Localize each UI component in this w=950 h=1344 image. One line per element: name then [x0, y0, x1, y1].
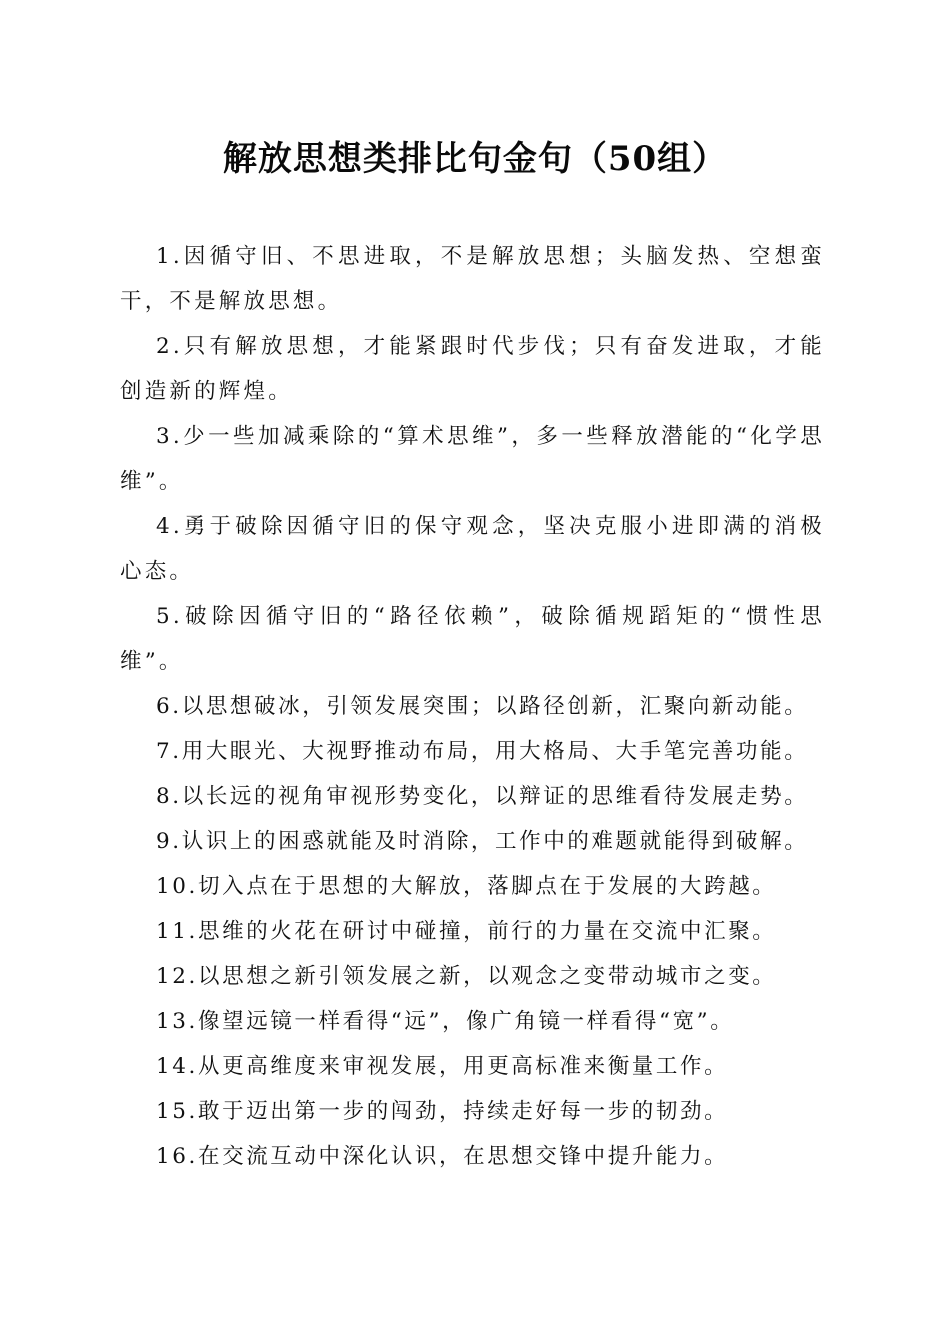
- list-item: 6.以思想破冰，引领发展突围；以路径创新，汇聚向新动能。: [156, 694, 809, 719]
- list-item: 16.在交流互动中深化认识，在思想交锋中提升能力。: [156, 1144, 729, 1169]
- list-item: 7.用大眼光、大视野推动布局，用大格局、大手笔完善功能。: [156, 739, 809, 764]
- list-item: 1.因循守旧、不思进取，不是解放思想；头脑发热、空想蛮干，不是解放思想。: [120, 244, 825, 314]
- list-item: 3.少一些加减乘除的“算术思维”，多一些释放潜能的“化学思维”。: [120, 424, 825, 494]
- list-item: 11.思维的火花在研讨中碰撞，前行的力量在交流中汇聚。: [156, 919, 777, 944]
- list-item: 2.只有解放思想，才能紧跟时代步伐；只有奋发进取，才能创造新的辉煌。: [120, 334, 825, 404]
- list-item: 14.从更高维度来审视发展，用更高标准来衡量工作。: [156, 1054, 729, 1079]
- list-item: 9.认识上的困惑就能及时消除，工作中的难题就能得到破解。: [156, 829, 809, 854]
- list-item: 10.切入点在于思想的大解放，落脚点在于发展的大跨越。: [156, 874, 777, 899]
- document-body: [120, 234, 825, 1179]
- list-item: 4.勇于破除因循守旧的保守观念，坚决克服小进即满的消极心态。: [120, 514, 825, 584]
- list-item: 15.敢于迈出第一步的闯劲，持续走好每一步的韧劲。: [156, 1099, 729, 1124]
- list-item: 5.破除因循守旧的“路径依赖”，破除循规蹈矩的“惯性思维”。: [120, 604, 825, 674]
- document-title: 解放思想类排比句金句（50组）: [222, 139, 728, 179]
- list-item: 13.像望远镜一样看得“远”，像广角镜一样看得“宽”。: [156, 1009, 735, 1034]
- list-item: 8.以长远的视角审视形势变化，以辩证的思维看待发展走势。: [156, 784, 809, 809]
- list-item: 12.以思想之新引领发展之新，以观念之变带动城市之变。: [156, 964, 777, 989]
